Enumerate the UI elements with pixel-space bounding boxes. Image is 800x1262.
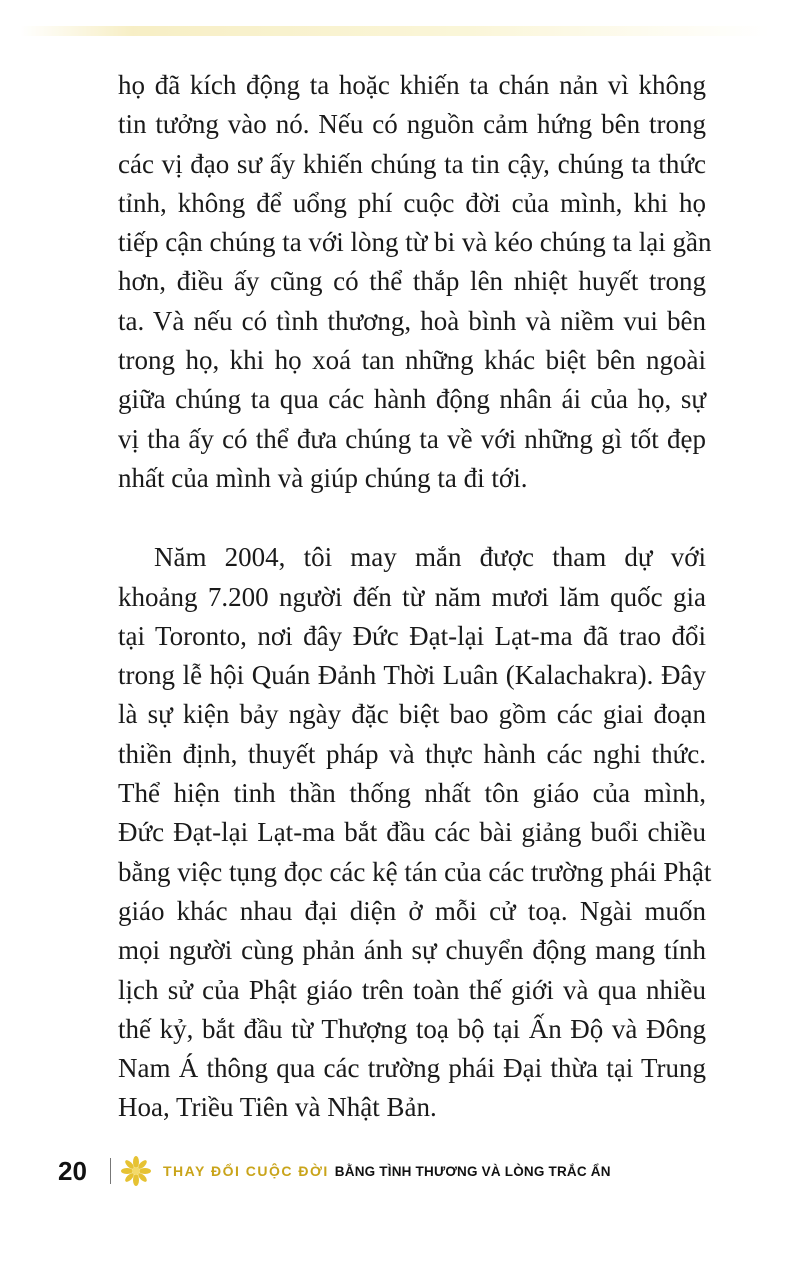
- text-line: thế kỷ, bắt đầu từ Thượng toạ bộ tại Ấn Độ và Đông: [118, 1013, 706, 1044]
- text-line: bằng việc tụng đọc các kệ tán của các trường phái Phật: [118, 856, 712, 887]
- text-line: họ đã kích động ta hoặc khiến ta chán nản vì không: [118, 70, 706, 100]
- footer-divider: [110, 1158, 111, 1184]
- paragraph-2: [118, 538, 712, 1127]
- page-body: [118, 66, 712, 1128]
- text-line: lịch sử của Phật giáo trên toàn thế giới và qua nhiều: [118, 974, 706, 1005]
- text-line: khoảng 7.200 người đến từ năm mươi lăm quốc gia: [118, 581, 706, 612]
- text-line: Năm 2004, tôi may mắn được tham dự với: [154, 542, 706, 573]
- text-line: tỉnh, không để uổng phí cuộc đời của mình, khi họ: [118, 187, 706, 218]
- text-line: tiếp cận chúng ta với lòng từ bi và kéo chúng ta lại gần: [118, 227, 712, 258]
- text-line: giữa chúng ta qua các hành động nhân ái của họ, sự: [118, 384, 706, 415]
- text-line: hơn, điều ấy cũng có thể thắp lên nhiệt huyết trong: [118, 266, 706, 297]
- text-line: Đức Đạt-lại Lạt-ma bắt đầu các bài giảng buổi chiều: [118, 817, 706, 848]
- text-line: các vị đạo sư ấy khiến chúng ta tin cậy, chúng ta thức: [118, 148, 706, 179]
- paragraph-spacer: [118, 498, 706, 538]
- text-line: trong họ, khi họ xoá tan những khác biệt bên ngoài: [118, 345, 706, 376]
- book-subtitle: BẰNG TÌNH THƯƠNG VÀ LÒNG TRẮC ẨN: [334, 1163, 611, 1179]
- text-line: tin tưởng vào nó. Nếu có nguồn cảm hứng bên trong: [118, 109, 706, 140]
- series-title: THAY ĐỔI CUỘC ĐỜI: [163, 1163, 329, 1179]
- text-line: Nam Á thông qua các trường phái Đại thừa tại Trung: [118, 1053, 706, 1084]
- text-line: là sự kiện bảy ngày đặc biệt bao gồm các giai đoạn: [118, 699, 706, 730]
- text-line: mọi người cùng phản ánh sự chuyển động mang tính: [118, 935, 706, 966]
- top-decorative-strip: [20, 26, 770, 36]
- text-line: giáo khác nhau đại diện ở mỗi cử toạ. Ngài muốn: [118, 895, 706, 926]
- text-line: Thể hiện tinh thần thống nhất tôn giáo của mình,: [118, 778, 706, 809]
- text-line: ta. Và nếu có tình thương, hoà bình và niềm vui bên: [118, 305, 706, 336]
- lotus-flower-icon: [119, 1154, 153, 1188]
- paragraph-1: [118, 66, 712, 498]
- text-line: tại Toronto, nơi đây Đức Đạt-lại Lạt-ma đã trao đổi: [118, 620, 706, 651]
- page-footer: [58, 1151, 718, 1191]
- text-line: Hoa, Triều Tiên và Nhật Bản.: [118, 1092, 437, 1123]
- text-line: trong lễ hội Quán Đảnh Thời Luân (Kalachakra). Đây: [118, 660, 706, 691]
- page-number: 20: [58, 1155, 87, 1186]
- text-line: nhất của mình và giúp chúng ta đi tới.: [118, 462, 528, 493]
- text-line: vị tha ấy có thể đưa chúng ta về với những gì tốt đẹp: [118, 423, 706, 454]
- text-line: thiền định, thuyết pháp và thực hành các nghi thức.: [118, 738, 706, 769]
